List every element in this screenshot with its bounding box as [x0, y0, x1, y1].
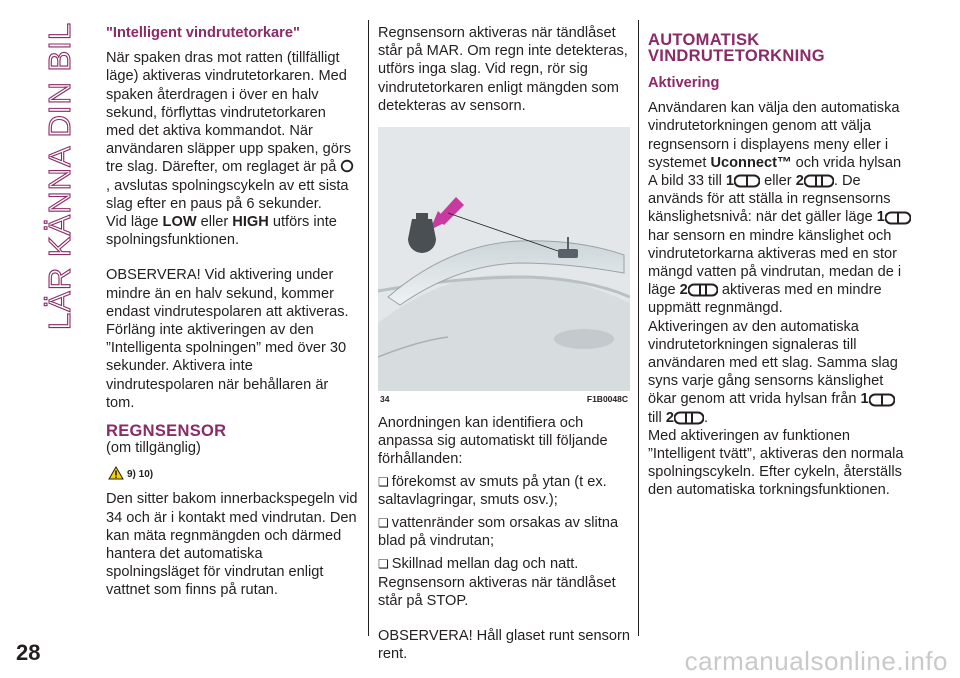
rain-sensor-1-icon — [734, 174, 760, 188]
section-title-text: LÄR KÄNNA DIN BIL — [42, 21, 77, 331]
warning-triangle-icon — [108, 466, 124, 480]
figure-34 — [378, 127, 630, 407]
wiper-ring-icon — [340, 159, 354, 173]
uconnect-label: Uconnect™ — [710, 154, 792, 171]
auto-wiper-heading: AUTOMATISK VINDRUTETORKNING — [648, 31, 825, 65]
rain-sensor-heading: REGNSENSOR — [106, 422, 227, 441]
column-1 — [106, 24, 358, 600]
intelligent-wiper-heading: "Intelligent vindrutetorkare" — [106, 25, 300, 41]
rain-sensor-paragraph: Den sitter bakom innerbackspegeln vid 34 och är i kontakt med vindrutan. Den kan mäta regnmängden och därmed hantera det automatiska spolningsläget för vindrutan enligt vattnet som finns på rutan. — [106, 491, 358, 599]
rain-sensor-subtitle: (om tillgänglig) — [106, 440, 201, 457]
sensor-note: OBSERVERA! Håll glaset runt sensorn rent. — [378, 628, 630, 663]
section-title — [40, 21, 80, 331]
rain-sensor-2-icon — [688, 283, 718, 297]
sensitivity-position-2: 2 — [680, 281, 718, 299]
column-divider — [638, 20, 639, 636]
intelligent-wiper-paragraph: När spaken dras mot ratten (tillfälligt läge) aktiveras vindrutetorkaren. Med spaken återdragen i över en halv sekund, förflyttas vindrutetorkaren med det aktiva kommandot. När användaren släpper upp spaken, görs tre slag. Därefter, om reglaget är på , avslutas spolningscykeln av ett sista slag efter en paus på 6 sekunder. Vid läge LOW eller HIGH utförs inte spolningsfunktionen. — [106, 49, 358, 249]
rain-sensor-2-icon — [804, 174, 834, 188]
figure-code: F1B0048C — [586, 393, 628, 404]
column-2 — [378, 24, 630, 663]
figure-number: 34 — [380, 393, 390, 404]
rain-sensor-1-icon — [885, 211, 911, 225]
mode-low: LOW — [162, 214, 197, 231]
column-divider — [368, 20, 369, 636]
car-windshield-illustration — [378, 127, 630, 391]
column-3 — [648, 24, 912, 500]
condition-item: ❑ förekomst av smuts på ytan (t ex. saltavlagringar, smuts osv.); — [378, 473, 630, 509]
rain-sensor-1-icon — [869, 393, 895, 407]
sensitivity-position-1: 1 — [861, 390, 895, 408]
page-number: 28 — [16, 640, 41, 665]
condition-item: ❑ vattenränder som orsakas av slitna blad på vindrutan; — [378, 514, 630, 550]
activation-paragraph: Användaren kan välja den automatiska vindrutetorkningen genom att välja regnsensorn i displayens meny eller i systemet Uconnect™ och vrida hylsan A bild 33 till 1 eller 2 . De används för att ställa in regnsensorns känslighetsnivå: när det gäller läge 1 har sensorn en mindre känslighet och vindrutetorkarna aktiveras med en stor mängd vatten på vindrutan, medan de i läge 2 aktiveras med en mindre uppmätt regnmängd. Aktiveringen av den automatiska vindrutetorkningen signaleras till användaren med ett slag. Samma slag syns varje gång sensorns känslighet ökar genom att vrida hylsan från 1 till 2 . Med aktiveringen av funktionen ”Intelligent tvätt”, aktiveras den normala spolningscykeln. Efter cykeln, återställs den automatiska torkningsfunktionen. — [648, 99, 912, 499]
adapt-paragraph: Anordningen kan identifiera och anpassa sig automatiskt till följande förhållanden: — [378, 415, 608, 468]
watermark: carmanualsonline.info — [684, 646, 948, 676]
stop-paragraph: Regnsensorn aktiveras när tändlåset står på STOP. — [378, 574, 616, 609]
rain-sensor-2-icon — [674, 411, 704, 425]
warning-reference: 9) 10) — [108, 461, 358, 484]
mode-high: HIGH — [232, 214, 269, 231]
rain-sensor-intro: Regnsensorn aktiveras när tändlåset står på MAR. Om regn inte detekteras, utförs inga slag. Vid regn, rör sig vindrutetorkaren enligt mängden som detekteras av sensorn. — [378, 25, 628, 114]
sensitivity-position-1: 1 — [877, 208, 911, 226]
sensitivity-position-2: 2 — [796, 172, 834, 190]
sensitivity-position-1: 1 — [726, 172, 760, 190]
figure-caption — [378, 391, 630, 407]
sensitivity-position-2: 2 — [666, 409, 704, 427]
activation-subheading: Aktivering — [648, 75, 720, 91]
intelligent-wiper-note: OBSERVERA! Vid aktivering under mindre än en halv sekund, kommer endast vindrutespolaren att aktiveras. Förläng inte aktiveringen av den ”Intelligenta spolningen” med över 30 sekunder. Aktivera inte vindrutespolaren när behållaren är tom. — [106, 267, 349, 411]
condition-item: ❑ Skillnad mellan dag och natt. — [378, 555, 630, 573]
